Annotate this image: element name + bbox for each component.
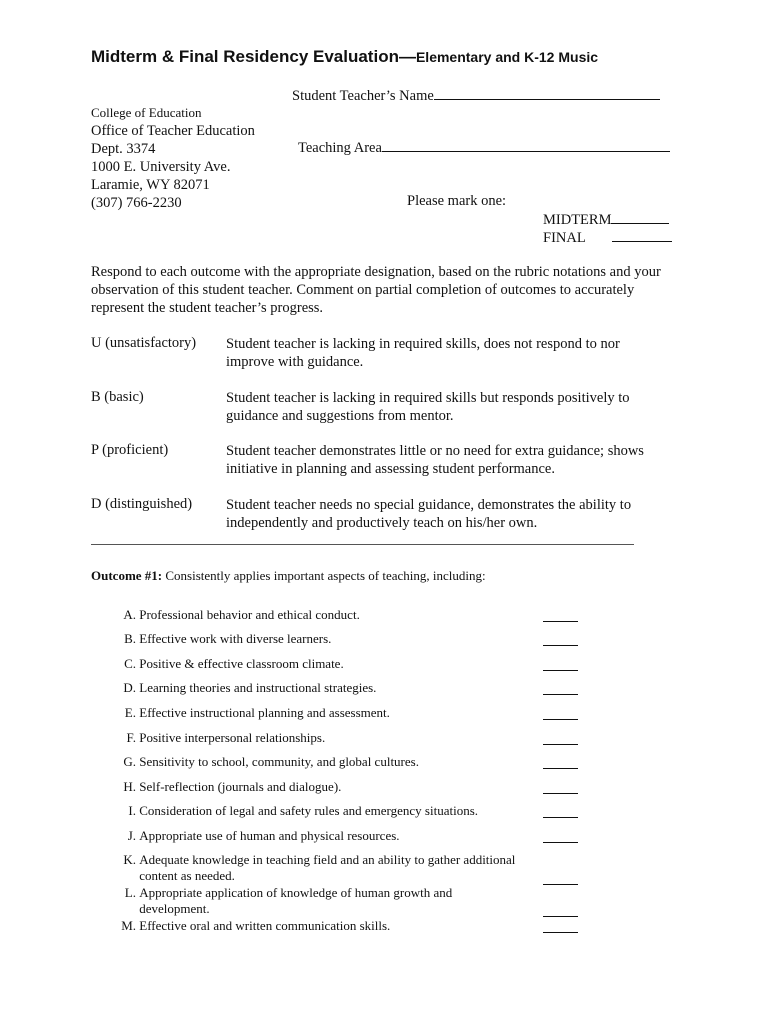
rating-field-b[interactable] [543,631,578,646]
address-city: Laramie, WY 82071 [91,177,210,193]
section-divider [91,544,634,545]
list-item [108,918,538,934]
outcome-text: Consistently applies important aspects of teaching, including: [165,568,486,583]
item-text: Effective oral and written communication skills. [139,918,391,933]
student-teacher-name-row [292,87,660,105]
rating-field-i[interactable] [543,803,578,818]
rubric-desc-b: Student teacher is lacking in required skills but responds positively to guidance and suggestions from mentor. [226,390,630,424]
list-item [108,705,538,721]
list-item [108,656,538,672]
outcome-heading [91,568,486,584]
rating-field-f[interactable] [543,730,578,745]
teaching-area-field[interactable] [382,139,670,152]
rubric-term-p: P (proficient) [91,442,169,458]
item-text: Sensitivity to school, community, and global cultures. [139,754,419,769]
rubric-term-b: B (basic) [91,389,144,405]
item-text: Consideration of legal and safety rules and emergency situations. [139,803,478,818]
rating-field-a[interactable] [543,607,578,622]
address-office: Office of Teacher Education [91,123,255,139]
item-text: Effective work with diverse learners. [139,631,332,646]
rating-field-g[interactable] [543,754,578,769]
list-item [108,607,538,623]
item-letter: C. [124,656,136,671]
address-dept: Dept. 3374 [91,141,156,157]
item-letter: H. [123,779,136,794]
teaching-area-label: Teaching Area [298,140,382,156]
item-text: Adequate knowledge in teaching field and an ability to gather additional content as needed. [139,852,516,883]
item-letter: A. [123,607,136,622]
item-letter: M. [121,918,136,933]
item-letter: B. [124,631,136,646]
instructions-paragraph: Respond to each outcome with the appropriate designation, based on the rubric notations and your observation of this student teacher. Comment on partial completion of outcomes to accurately represent the student teacher’s progress. [91,264,661,316]
rating-field-e[interactable] [543,705,578,720]
item-text: Positive & effective classroom climate. [139,656,344,671]
list-item [108,631,538,647]
item-text: Appropriate use of human and physical resources. [139,828,400,843]
item-letter: G. [123,754,136,769]
rating-field-m[interactable] [543,918,578,933]
mark-prompt: Please mark one: [407,193,507,209]
title-main: Midterm & Final Residency Evaluation— [91,47,416,66]
list-item [108,852,538,884]
midterm-row [543,211,669,229]
address-college: College of Education [91,105,202,120]
list-item [108,885,538,917]
title-subtitle: Elementary and K-12 Music [415,49,599,65]
student-teacher-name-field[interactable] [434,87,660,100]
final-label: FINAL [543,230,586,246]
rating-field-d[interactable] [543,680,578,695]
list-item [108,779,538,795]
list-item [108,730,538,746]
rubric-desc-u: Student teacher is lacking in required skills, does not respond to nor improve with guidance. [226,336,620,370]
address-street: 1000 E. University Ave. [91,159,231,175]
list-item [108,828,538,844]
item-letter: F. [126,730,136,745]
address-phone: (307) 766-2230 [91,195,182,211]
rubric-term-d: D (distinguished) [91,496,193,512]
item-text: Appropriate application of knowledge of human growth and development. [139,885,453,916]
address-block [91,104,255,212]
rubric-term-u: U (unsatisfactory) [91,335,197,351]
rating-field-j[interactable] [543,828,578,843]
item-letter: D. [123,680,136,695]
rating-field-l[interactable] [543,902,578,917]
outcome-label: Outcome #1: [91,568,163,583]
final-row [543,229,672,247]
item-text: Professional behavior and ethical conduct. [139,607,360,622]
list-item [108,803,538,819]
final-field[interactable] [612,229,672,242]
item-letter: L. [124,885,136,900]
midterm-label: MIDTERM [543,212,612,228]
item-letter: K. [123,852,136,867]
list-item [108,680,538,696]
rating-field-h[interactable] [543,779,578,794]
item-letter: I. [128,803,136,818]
page-title [91,47,598,67]
student-teacher-name-label: Student Teacher’s Name [292,88,434,104]
rating-field-k[interactable] [543,870,578,885]
list-item [108,754,538,770]
rating-field-c[interactable] [543,656,578,671]
item-text: Positive interpersonal relationships. [139,730,326,745]
item-letter: J. [127,828,136,843]
midterm-field[interactable] [611,211,669,224]
rubric-desc-d: Student teacher needs no special guidance, demonstrates the ability to independently and productively teach on his/her own. [226,497,632,531]
teaching-area-row [298,139,670,157]
item-text: Self-reflection (journals and dialogue). [139,779,342,794]
item-text: Learning theories and instructional strategies. [139,680,377,695]
item-text: Effective instructional planning and assessment. [139,705,390,720]
item-letter: E. [124,705,136,720]
rubric-desc-p: Student teacher demonstrates little or no need for extra guidance; shows initiative in planning and assessing student performance. [226,443,644,477]
